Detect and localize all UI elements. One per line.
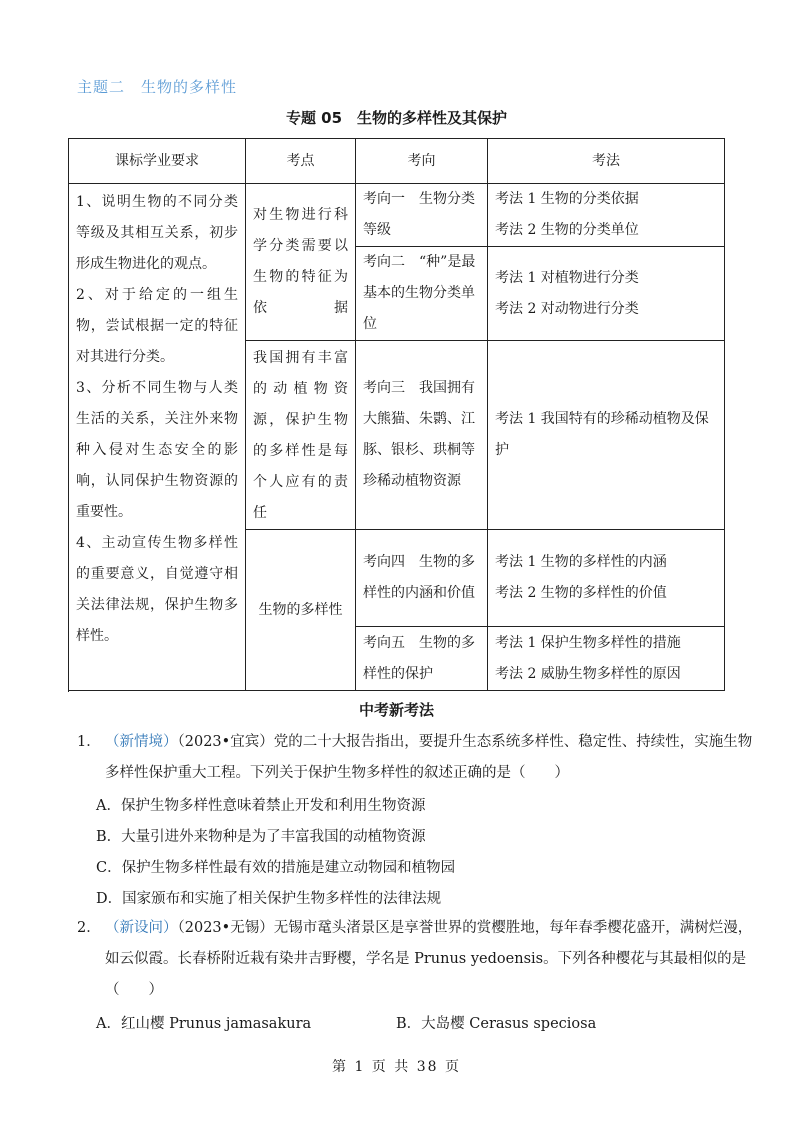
header-directions: 考向 — [356, 139, 488, 184]
option-c: C．保护生物多样性最有效的措施是建立动物园和植物园 — [96, 860, 456, 876]
question-1 — [77, 727, 755, 789]
option-d: D．国家颁布和实施了相关保护生物多样性的法律法规 — [96, 891, 442, 907]
table-header-row — [69, 139, 725, 184]
method-cell: 考法 1 对植物进行分类 考法 2 对动物进行分类 — [488, 247, 725, 341]
option-b: B．大岛樱 Cerasus speciosa — [396, 1016, 597, 1032]
option-a: A．红山樱 Prunus jamasakura — [96, 1016, 312, 1032]
option-a: A．保护生物多样性意味着禁止开发和利用生物资源 — [96, 798, 426, 814]
point-cell: 对生物进行科学分类需要以生物的特征为依据 — [246, 184, 356, 341]
direction-cell: 考向五 生物的多样性的保护 — [356, 627, 488, 691]
method-cell: 考法 1 保护生物多样性的措施 考法 2 威胁生物多样性的原因 — [488, 627, 725, 691]
option-b: B．大量引进外来物种是为了丰富我国的动植物资源 — [96, 829, 426, 845]
requirements-text: 1、说明生物的不同分类等级及其相互关系，初步形成生物进化的观点。 2、对于给定的一组生物，尝试根据一定的特征对其进行分类。 3、分析不同生物与人类生活的关系，关注外来物种入侵对生态安全的影响，认同保护生物资源的重要性。 4、主动宣传生物多样性的重要意义，自觉遵守相关法律法规，保护生物多样性。 — [76, 194, 238, 644]
direction-cell: 考向一 生物分类等级 — [356, 184, 488, 247]
direction-cell: 考向四 生物的多样性的内涵和价值 — [356, 530, 488, 627]
question-number: 2． — [77, 920, 101, 936]
question-2 — [77, 913, 755, 1006]
question-tag: （新设问） — [105, 920, 178, 936]
point-cell: 我国拥有丰富的动植物资源，保护生物的多样性是每个人应有的责任 — [246, 341, 356, 530]
requirements-cell — [69, 184, 246, 691]
exam-heading: 中考新考法 — [358, 701, 434, 719]
question-tag: （新情境） — [105, 734, 178, 750]
header-methods: 考法 — [488, 139, 725, 184]
method-cell: 考法 1 生物的多样性的内涵 考法 2 生物的多样性的价值 — [488, 530, 725, 627]
method-cell: 考法 1 我国特有的珍稀动植物及保护 — [488, 341, 725, 530]
section-heading: 主题二 生物的多样性 — [77, 78, 238, 96]
point-cell: 生物的多样性 — [246, 530, 356, 691]
question-number: 1． — [77, 734, 101, 750]
syllabus-table — [68, 138, 725, 691]
page-title: 专题 05 生物的多样性及其保护 — [285, 109, 508, 127]
header-requirements: 课标学业要求 — [69, 139, 246, 184]
question-text: （2023•宜宾）党的二十大报告指出，要提升生态系统多样性、稳定性、持续性，实施生物多样性保护重大工程。下列关于保护生物多样性的叙述正确的是（ ） — [105, 734, 753, 781]
method-cell: 考法 1 生物的分类依据 考法 2 生物的分类单位 — [488, 184, 725, 247]
direction-cell: 考向二 “种”是最基本的生物分类单位 — [356, 247, 488, 341]
direction-cell: 考向三 我国拥有大熊猫、朱鹮、江豚、银杉、珙桐等珍稀动植物资源 — [356, 341, 488, 530]
header-points: 考点 — [246, 139, 356, 184]
question-text: （2023•无锡）无锡市鼋头渚景区是享誉世界的赏樱胜地，每年春季樱花盛开，满树烂漫，如云似霞。长春桥附近栽有染井吉野樱，学名是 Prunus yedoensis。下列各种樱花与其最相似的是（ ） — [105, 920, 753, 998]
page-footer: 第 1 页 共 38 页 — [332, 1059, 461, 1075]
